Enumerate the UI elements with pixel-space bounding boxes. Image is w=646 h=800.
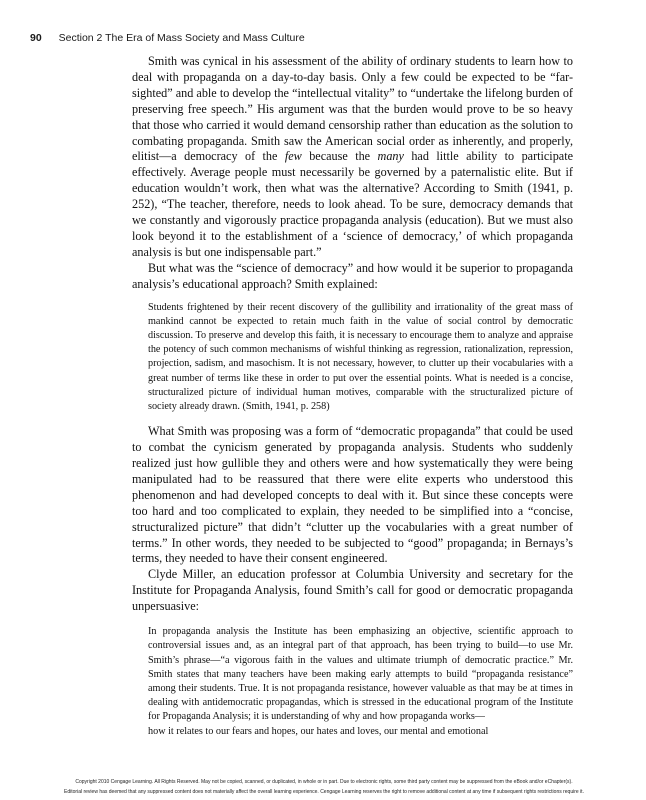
paragraph-clyde-miller: Clyde Miller, an education professor at Columbia University and secretary for the Institute for Propaganda Analysis, found Smith’s call for good or democratic propaganda unpersuasive: [132,567,573,614]
section-title: Section 2 The Era of Mass Society and Mass Culture [58,32,305,44]
running-header [30,32,305,44]
copyright-line: Copyright 2010 Cengage Learning. All Rights Reserved. May not be copied, scanned, or duplicated, in whole or in part. Due to electronic rights, some third party content may be suppressed from the eBook and/or eChapter(s). [75,779,573,785]
block-quote-last-line: how it relates to our fears and hopes, our hates and loves, our mental and emotional [148,725,489,737]
italic-few: few [284,149,302,164]
page-number: 90 [30,32,42,44]
main-text [132,54,573,749]
editorial-line: Editorial review has deemed that any suppressed content does not materially affect the overall learning experience. Cengage Learning reserves the right to remove additional content at any time if subsequent rights restrictions require it. [64,789,584,795]
block-quote-smith: Students frightened by their recent discovery of the gullibility and irrationality of the great mass of mankind cannot be expected to retain much faith in the value of social control by democratic discussion. To preserve and develop this faith, it is necessary to encourage them to analyze and appraise the potency of such common mechanisms of wishful thinking as regression, rationalization, repression, projection, sadism, and masochism. It is not necessary, however, to clutter up their vocabularies with a great number of terms like these in order to put over the essential points. What is needed is a concise, structuralized picture of individual human motives, comparable with the structuralized picture of society already drawn. (Smith, 1941, p. 258) [148,301,573,413]
italic-many: many [377,149,404,164]
copyright-footer [6,777,642,797]
block-quote-miller: In propaganda analysis the Institute has been emphasizing an objective, scientific approach to controversial issues and, as an integral part of that approach, has been trying to build—to use Mr. Smith’s phrase—“a vigorous faith in the values and ultimate triumph of democratic practice.” Mr. Smith states that many teachers have been making early attempts to build “propaganda resistance” among their students. True. It is not propaganda resistance, however valuable as that may be at times in dealing with antidemocratic propagandas, which is stressed in the educational program of the Institute for Propaganda Analysis; it is understanding of why and how propaganda works— how it relates to our fears and hopes, our hates and loves, our mental and emotional [148,625,573,739]
paragraph-democratic-propaganda: What Smith was proposing was a form of “democratic propaganda” that could be used to combat the cynicism generated by propaganda analysis. Students who suddenly realized just how gullible they and others were and how systematically they were being manipulated had to be reassured that there were elite experts who understood this phenomenon and had developed concepts to deal with it. But since these concepts were too hard and too complicated to explain, they needed to be simplified into a “concise, structuralized picture” that didn’t “clutter up the vocabularies with a great number of terms.” In other words, they needed to be subjected to “good” propaganda; in Bernays’s terms, they needed to have their consent engineered. [132,424,573,566]
paragraph-science-of-democracy: But what was the “science of democracy” and how would it be superior to propaganda analysis’s educational approach? Smith explained: [132,260,573,291]
paragraph-smith-cynical: Smith was cynical in his assessment of the ability of ordinary students to learn how to deal with propaganda on a day-to-day basis. Only a few could be expected to be “far-sighted” and able to develop the “intellectual vitality” to “undertake the lifelong burden of preserving free speech.” His argument was that the burden would prove to be so heavy that those who carried it would demand censorship rather than education as the solution to combating propaganda. Smith saw the American social order as inherently, and properly, elitist—a democracy of the few because the many had little ability to participate effectively. Average people must necessarily be governed by a paternalistic elite. But if education wouldn’t work, then what was the alternative? According to Smith (1941, p. 252), “The teacher, therefore, needs to look ahead. To be sure, democracy demands that we constantly and vigorously practice propaganda analysis (education). But we must also look beyond it to the establishment of a ‘science of democracy,’ of which propaganda analysis is but one indispensable part.” [132,54,573,259]
